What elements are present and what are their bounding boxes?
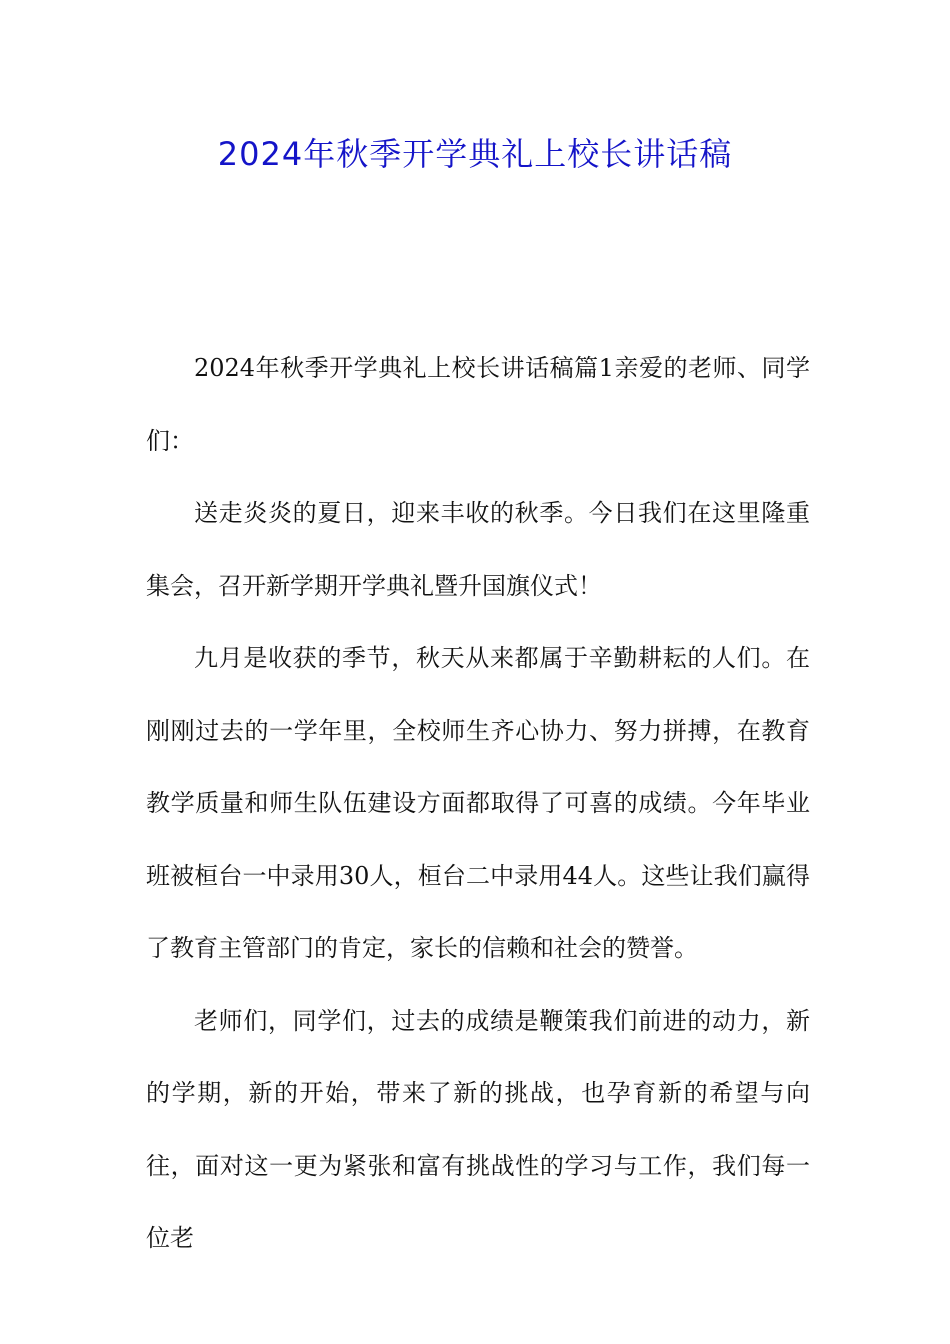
document-title: 2024年秋季开学典礼上校长讲话稿	[217, 135, 733, 173]
document-body	[146, 332, 810, 1275]
paragraph-achievements: 九月是收获的季节，秋天从来都属于辛勤耕耘的人们。在刚刚过去的一学年里，全校师生齐心协力、努力拼搏，在教育教学质量和师生队伍建设方面都取得了可喜的成绩。今年毕业班被桓台一中录用30人，桓台二中录用44人。这些让我们赢得了教育主管部门的肯定，家长的信赖和社会的赞誉。	[146, 644, 810, 962]
paragraph-greeting: 2024年秋季开学典礼上校长讲话稿篇1亲爱的老师、同学们：	[146, 354, 810, 455]
paragraph-new-semester: 老师们，同学们，过去的成绩是鞭策我们前进的动力，新的学期，新的开始，带来了新的挑战，也孕育新的希望与向往，面对这一更为紧张和富有挑战性的学习与工作，我们每一位老	[146, 1006, 810, 1252]
paragraph-opening: 送走炎炎的夏日，迎来丰收的秋季。今日我们在这里隆重集会，召开新学期开学典礼暨升国旗仪式！	[146, 499, 810, 600]
